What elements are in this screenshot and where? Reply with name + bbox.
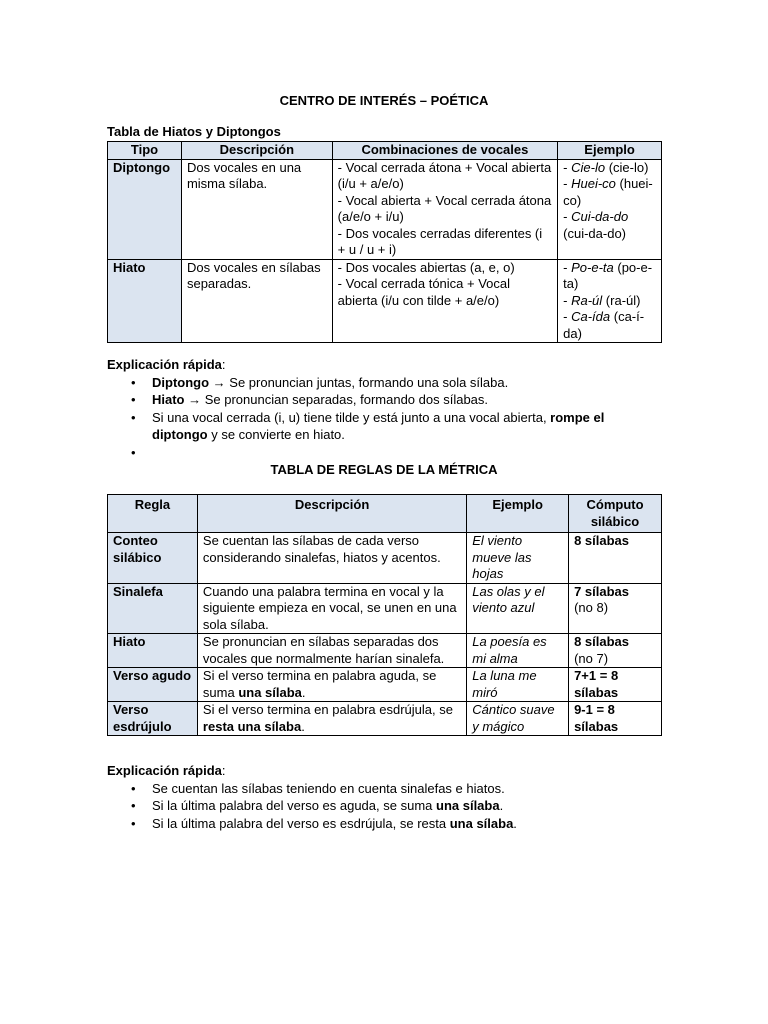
ejemplo-line [563,260,656,293]
header-descripcion: Descripción [181,142,332,160]
ejemplo-line [563,176,656,209]
header-combinaciones: Combinaciones de vocales [332,142,557,160]
header-tipo: Tipo [108,142,182,160]
header-ejemplo: Ejemplo [467,495,569,533]
ejemplo-verso: El viento mueve las hojas [472,533,532,581]
table-header-row [108,142,662,160]
descripcion-cell: Dos vocales en una misma sílaba. [181,159,332,259]
list-item [107,409,642,444]
desc-bold: resta una sílaba [202,718,302,734]
item-text: . [499,798,504,813]
tipo-cell: Hiato [108,259,182,343]
computo-cell [569,583,662,634]
desc-text: . [301,718,305,734]
regla-cell: Conteo silábico [108,533,198,584]
combinacion-line: - Dos vocales cerradas diferentes (i + u / u + i) [337,225,543,257]
combinaciones-cell [332,259,557,343]
term-text: → Se pronuncian separadas, formando dos sílabas. [184,392,489,407]
ejemplo-line [563,293,656,310]
header-ejemplo: Ejemplo [558,142,662,160]
regla-cell: Verso agudo [108,668,198,702]
bullet-icon: • [131,409,136,425]
descripcion-cell [197,702,466,736]
desc-text: Se pronuncian en sílabas separadas dos vocales que normalmente harían sinalefa. [202,634,445,666]
term-bold: Diptongo [152,374,210,390]
ejemplo-word: Cie-lo [571,159,606,175]
term-text: y se convierte en hiato. [207,427,345,442]
hiatos-diptongos-table [107,141,662,343]
table-row [108,668,662,702]
descripcion-cell [197,668,466,702]
table-row [108,634,662,668]
metrica-table [107,494,662,736]
table-row [108,583,662,634]
desc-text: Si el verso termina en palabra esdrújula, se [202,702,453,717]
ejemplo-split: (ca-í-da) [563,309,645,341]
bullet-icon: • [131,392,136,407]
table1-caption: Tabla de Hiatos y Diptongos [107,124,281,139]
ejemplo-word: Po-e-ta [571,259,614,275]
table-row [108,159,662,259]
term-bold: Hiato [152,392,185,407]
explicacion-heading [107,762,517,780]
desc-bold: una sílaba [238,684,302,700]
ejemplo-line [563,209,656,242]
ejemplo-word: Huei-co [571,176,616,191]
term-text: → Se pronuncian juntas, formando una sola sílaba. [209,374,509,390]
header-computo: Cómputo silábico [569,495,662,533]
table-row [108,702,662,736]
desc-text: Cuando una palabra termina en vocal y la siguiente empieza en vocal, se unen en una sola sílaba. [202,583,457,632]
ejemplo-cell [467,634,569,668]
item-bold: una sílaba [449,815,514,831]
ejemplo-split: (ra-úl) [602,292,641,308]
item-text: Si la última palabra del verso es esdrújula, se resta [152,815,450,831]
ejemplo-word: Ra-úl [571,292,603,308]
term-bold: rompe el diptongo [152,409,605,442]
computo-cell [569,533,662,584]
ejemplo-cell [467,533,569,584]
combinacion-line: - Vocal cerrada átona + Vocal abierta (i/u + a/e/o) [337,159,552,191]
item-text: Se cuentan las sílabas teniendo en cuenta sinalefas e hiatos. [152,780,505,796]
explicacion-rapida-1 [107,356,642,461]
bullet-icon: • [131,444,136,460]
ejemplo-verso: La poesía es mi alma [472,634,547,666]
descripcion-cell [197,634,466,668]
table-row [108,533,662,584]
page-title: CENTRO DE INTERÉS – POÉTICA [279,93,489,108]
combinacion-line: - Vocal cerrada tónica + Vocal abierta (i/u con tilde + a/e/o) [337,276,511,308]
descripcion-cell [197,533,466,584]
combinacion-line: - Vocal abierta + Vocal cerrada átona (a/e/o + i/u) [337,192,552,224]
ejemplo-line [563,160,656,177]
ejemplo-cell [467,583,569,634]
explicacion-title: Explicación rápida [107,357,222,372]
list-item [107,444,642,462]
computo-value: 8 sílabas [574,533,630,548]
bullet-icon: • [131,798,136,813]
ejemplo-split: (cui-da-do) [563,225,627,241]
explicacion-colon: : [221,357,226,372]
header-descripcion: Descripción [197,495,466,533]
list-item [107,374,642,392]
computo-value: 9-1 = 8 sílabas [574,702,619,734]
computo-cell [569,668,662,702]
regla-cell: Sinalefa [108,583,198,634]
ejemplo-verso: La luna me miró [472,668,537,700]
ejemplo-dash: - [563,209,572,224]
combinacion-line: - Dos vocales abiertas (a, e, o) [337,259,515,275]
ejemplo-cell [467,668,569,702]
ejemplo-dash: - [563,259,572,275]
computo-value: 8 sílabas [574,634,630,649]
table-row [108,259,662,343]
bullet-icon: • [131,374,136,390]
computo-note: (no 7) [574,650,609,666]
item-bold: una sílaba [436,798,500,813]
computo-cell [569,702,662,736]
explicacion-colon: : [221,763,226,778]
explicacion-list [107,780,517,833]
ejemplo-word: Ca-ída [571,309,611,324]
desc-text: . [301,684,306,700]
bullet-icon: • [131,780,136,796]
ejemplo-split: (huei-co) [563,176,653,208]
ejemplo-cell [558,159,662,259]
list-item [107,391,642,409]
ejemplo-split: (cie-lo) [605,159,649,175]
ejemplo-dash: - [563,176,572,191]
descripcion-cell: Dos vocales en sílabas separadas. [181,259,332,343]
explicacion-rapida-2 [107,762,517,832]
list-item [107,815,517,833]
computo-cell [569,634,662,668]
desc-text: Se cuentan las sílabas de cada verso considerando sinalefas, hiatos y acentos. [202,533,441,565]
list-item [107,797,517,815]
ejemplo-verso: Las olas y el viento azul [472,583,545,615]
descripcion-cell [197,583,466,634]
explicacion-heading [107,356,642,374]
ejemplo-cell [467,702,569,736]
bullet-icon: • [131,815,136,831]
ejemplo-verso: Cántico suave y mágico [472,702,555,734]
ejemplo-line [563,309,656,342]
table-header-row [108,495,662,533]
regla-cell: Verso esdrújulo [108,702,198,736]
explicacion-title: Explicación rápida [107,763,222,778]
tipo-cell: Diptongo [108,159,182,259]
computo-note: (no 8) [574,600,609,615]
ejemplo-split: (po-e-ta) [563,259,653,291]
item-text: Si la última palabra del verso es aguda, se suma [152,798,436,813]
ejemplo-cell [558,259,662,343]
computo-value: 7+1 = 8 sílabas [574,668,619,700]
computo-value: 7 sílabas [574,583,630,599]
header-regla: Regla [108,495,198,533]
ejemplo-dash: - [563,159,572,175]
ejemplo-word: Cui-da-do [571,209,629,224]
desc-text: Si el verso termina en palabra aguda, se suma [202,668,437,700]
table2-title: TABLA DE REGLAS DE LA MÉTRICA [270,462,498,477]
regla-cell: Hiato [108,634,198,668]
combinaciones-cell [332,159,557,259]
ejemplo-dash: - [563,292,572,308]
ejemplo-dash: - [563,309,572,324]
item-text: . [513,815,517,831]
explicacion-list [107,374,642,462]
term-text: Si una vocal cerrada (i, u) tiene tilde y está junto a una vocal abierta, [152,409,551,425]
list-item [107,780,517,798]
